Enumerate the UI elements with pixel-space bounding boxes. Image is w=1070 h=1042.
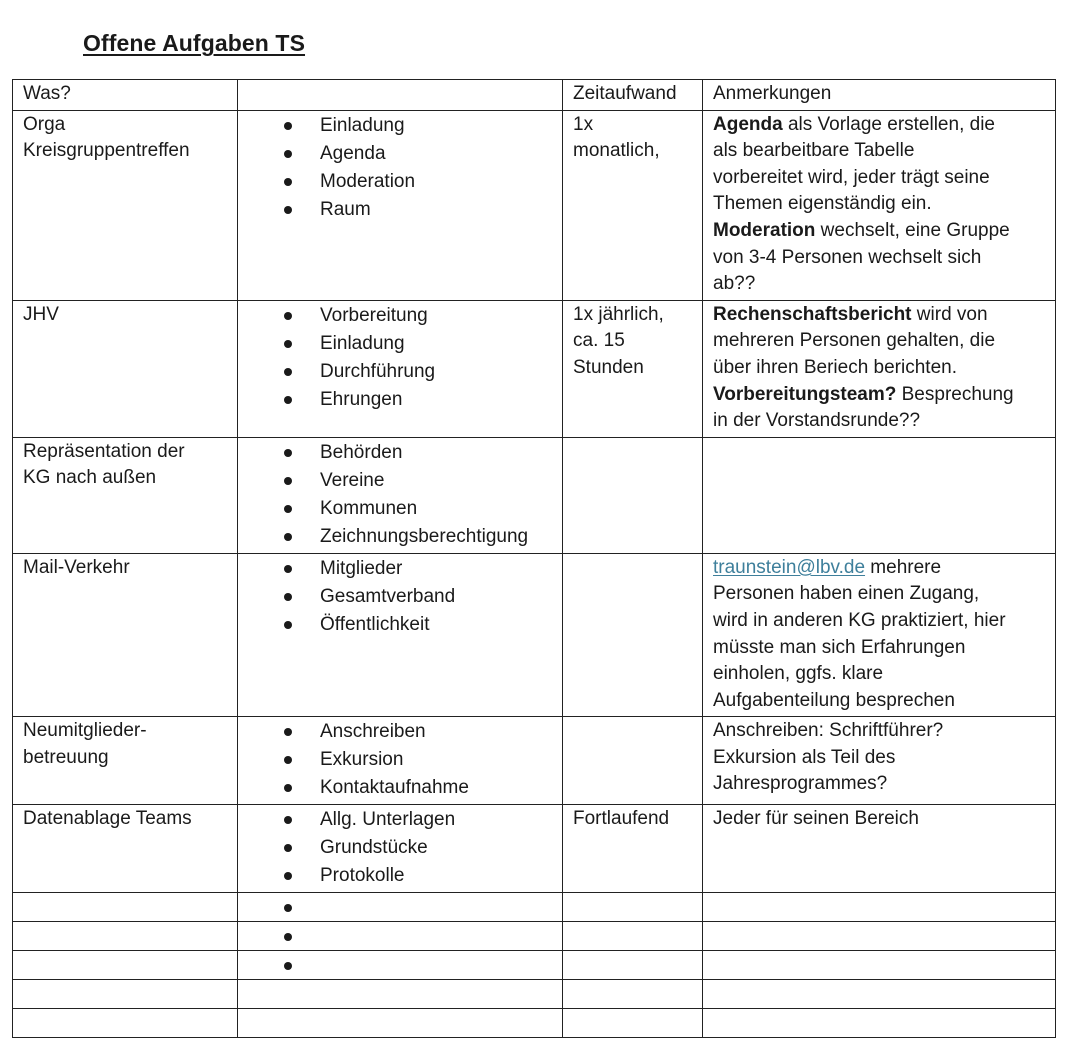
empty-cell (13, 893, 238, 922)
list-item (248, 495, 552, 523)
empty-cell (13, 951, 238, 980)
list-item (248, 140, 552, 168)
list-item (248, 302, 552, 330)
zeitaufwand-line: Stunden (573, 356, 644, 378)
list-item-text: Exkursion (320, 749, 404, 771)
zeitaufwand-line: 1x (573, 113, 594, 135)
task-name-line: Neumitglieder- (23, 720, 147, 742)
empty-cell (563, 951, 703, 980)
list-item (248, 718, 552, 746)
note-line (713, 806, 1045, 833)
bullet-icon (284, 816, 292, 824)
note-text: vorbereitet wird, jeder trägt seine (713, 166, 990, 188)
empty-cell (13, 980, 238, 1009)
task-name-line: Orga (23, 113, 66, 135)
note-text: mehreren Personen gehalten, die (713, 330, 996, 352)
list-item (248, 774, 552, 802)
note-text: einholen, ggfs. klare (713, 663, 884, 685)
note-text: Themen eigenständig ein. (713, 193, 932, 215)
empty-table-row (13, 893, 1056, 922)
list-item (248, 112, 552, 140)
empty-cell (238, 893, 563, 922)
bullet-icon (284, 505, 292, 513)
note-text: Jeder für seinen Bereich (713, 808, 919, 830)
list-item-text: Vorbereitung (320, 304, 428, 326)
bullet-icon (284, 449, 292, 457)
empty-cell (563, 893, 703, 922)
empty-cell (238, 922, 563, 951)
list-item-text: Kontaktaufnahme (320, 777, 469, 799)
table-row (13, 553, 1056, 717)
list-item-text: Protokolle (320, 865, 405, 887)
note-bold-term: Vorbereitungsteam? (713, 383, 897, 405)
cell-was (13, 300, 238, 437)
bullet-list (248, 112, 552, 224)
note-text: Besprechung (896, 383, 1014, 405)
header-cell-items (238, 80, 563, 111)
list-item-text: Mitglieder (320, 557, 403, 579)
note-bold-term: Agenda (713, 113, 783, 135)
cell-was (13, 553, 238, 717)
list-item (248, 467, 552, 495)
note-line (713, 555, 1045, 582)
list-item-text: Allg. Unterlagen (320, 809, 456, 831)
list-item-text: Behörden (320, 441, 403, 463)
table-row (13, 300, 1056, 437)
bullet-icon (284, 872, 292, 880)
bullet-icon (284, 533, 292, 541)
empty-cell (563, 980, 703, 1009)
note-text: mehrere (865, 556, 942, 578)
cell-was (13, 805, 238, 893)
cell-items (238, 437, 563, 553)
bullet-icon (284, 593, 292, 601)
cell-anmerkungen (703, 300, 1056, 437)
bullet-icon (284, 756, 292, 764)
cell-anmerkungen (703, 717, 1056, 805)
header-cell-was: Was? (13, 80, 238, 111)
note-line (713, 302, 1045, 329)
task-name-line: Repräsentation der (23, 440, 185, 462)
cell-zeitaufwand (563, 553, 703, 717)
list-item-text: Raum (320, 198, 371, 220)
note-line (713, 382, 1045, 409)
bullet-icon (284, 621, 292, 629)
note-text: Anschreiben: Schriftführer? (713, 720, 944, 742)
cell-items (238, 300, 563, 437)
table-row (13, 110, 1056, 300)
list-item-text: Zeichnungsberechtigung (320, 525, 529, 547)
note-line (713, 718, 1045, 745)
list-item-text: Einladung (320, 332, 405, 354)
note-text: wird von (911, 303, 988, 325)
bullet-icon (284, 784, 292, 792)
cell-items (238, 717, 563, 805)
note-bold-term: Rechenschaftsbericht (713, 303, 912, 325)
empty-cell (238, 1009, 563, 1038)
bullet-icon (284, 396, 292, 404)
note-line (713, 191, 1045, 218)
note-line (713, 688, 1045, 715)
task-name-line: Datenablage Teams (23, 808, 192, 830)
email-link[interactable]: traunstein@lbv.de (713, 556, 866, 578)
note-line (713, 355, 1045, 382)
note-text: in der Vorstandsrunde?? (713, 410, 921, 432)
note-line (713, 271, 1045, 298)
zeitaufwand-line: Fortlaufend (573, 808, 670, 830)
tasks-table (12, 79, 1056, 1038)
cell-anmerkungen (703, 110, 1056, 300)
zeitaufwand-line: ca. 15 (573, 330, 625, 352)
list-item (248, 611, 552, 639)
note-text: Personen haben einen Zugang, (713, 583, 980, 605)
cell-zeitaufwand (563, 805, 703, 893)
table-header-row (13, 80, 1056, 111)
bullet-icon (284, 340, 292, 348)
bullet-icon (284, 904, 292, 912)
bullet-icon (284, 206, 292, 214)
note-line (713, 112, 1045, 139)
list-item (248, 555, 552, 583)
cell-was (13, 437, 238, 553)
list-item (248, 806, 552, 834)
list-item (248, 583, 552, 611)
note-line (713, 635, 1045, 662)
list-item-text: Ehrungen (320, 388, 403, 410)
note-line (713, 165, 1045, 192)
list-item-text: Einladung (320, 114, 405, 136)
table-row (13, 437, 1056, 553)
cell-anmerkungen (703, 805, 1056, 893)
cell-items (238, 553, 563, 717)
bullet-list (248, 718, 552, 802)
empty-table-row (13, 951, 1056, 980)
note-text: als Vorlage erstellen, die (782, 113, 995, 135)
bullet-list (248, 439, 552, 551)
note-text: Aufgabenteilung besprechen (713, 689, 955, 711)
task-name-line: Mail-Verkehr (23, 556, 130, 578)
empty-cell (238, 951, 563, 980)
bullet-icon (284, 178, 292, 186)
task-name-line: JHV (23, 303, 59, 325)
note-bold-term: Moderation (713, 219, 816, 241)
bullet-icon (284, 962, 292, 970)
cell-anmerkungen (703, 437, 1056, 553)
note-line (713, 608, 1045, 635)
empty-cell (563, 922, 703, 951)
cell-zeitaufwand (563, 717, 703, 805)
bullet-icon (284, 312, 292, 320)
bullet-icon (284, 844, 292, 852)
list-item-text: Agenda (320, 142, 386, 164)
page-title: Offene Aufgaben TS (83, 30, 306, 56)
cell-items (238, 110, 563, 300)
note-text: über ihren Beriech berichten. (713, 356, 957, 378)
cell-items (238, 805, 563, 893)
note-line (713, 581, 1045, 608)
note-line (713, 771, 1045, 798)
table-row (13, 717, 1056, 805)
note-line (713, 661, 1045, 688)
note-text: müsste man sich Erfahrungen (713, 636, 966, 658)
header-cell-anmerkungen: Anmerkungen (703, 80, 1056, 111)
cell-zeitaufwand (563, 300, 703, 437)
note-line (713, 245, 1045, 272)
list-item (248, 358, 552, 386)
empty-cell (703, 980, 1056, 1009)
empty-cell (703, 951, 1056, 980)
list-item (248, 386, 552, 414)
list-item-text: Öffentlichkeit (320, 613, 430, 635)
bullet-icon (284, 477, 292, 485)
bullet-icon (284, 150, 292, 158)
bullet-icon (284, 728, 292, 736)
empty-cell (13, 922, 238, 951)
empty-table-row (13, 980, 1056, 1009)
list-item (248, 168, 552, 196)
note-line (713, 328, 1045, 355)
note-text: Jahresprogrammes? (713, 773, 888, 795)
bullet-list (248, 302, 552, 414)
list-item (248, 862, 552, 890)
task-name-line: KG nach außen (23, 467, 157, 489)
cell-anmerkungen (703, 553, 1056, 717)
task-name-line: betreuung (23, 746, 109, 768)
list-item (248, 523, 552, 551)
bullet-icon (284, 122, 292, 130)
list-item-text: Vereine (320, 469, 385, 491)
bullet-list (248, 555, 552, 639)
note-text: als bearbeitbare Tabelle (713, 140, 915, 162)
note-line (713, 218, 1045, 245)
bullet-icon (284, 565, 292, 573)
empty-cell (13, 1009, 238, 1038)
table-row (13, 805, 1056, 893)
note-text: von 3-4 Personen wechselt sich (713, 246, 982, 268)
list-item-text: Grundstücke (320, 837, 428, 859)
empty-cell (703, 1009, 1056, 1038)
note-line (713, 745, 1045, 772)
empty-cell (238, 980, 563, 1009)
bullet-icon (284, 368, 292, 376)
empty-cell (563, 1009, 703, 1038)
task-name-line: Kreisgruppentreffen (23, 140, 190, 162)
list-item-text: Anschreiben (320, 721, 426, 743)
empty-table-row (13, 1009, 1056, 1038)
note-text: wechselt, eine Gruppe (815, 219, 1010, 241)
list-item (248, 746, 552, 774)
list-item (248, 196, 552, 224)
note-line (713, 138, 1045, 165)
list-item-text: Moderation (320, 170, 416, 192)
note-line (713, 408, 1045, 435)
zeitaufwand-line: 1x jährlich, (573, 303, 664, 325)
cell-was (13, 110, 238, 300)
list-item-text: Kommunen (320, 497, 418, 519)
bullet-icon (284, 933, 292, 941)
note-text: Exkursion als Teil des (713, 746, 896, 768)
cell-zeitaufwand (563, 110, 703, 300)
list-item (248, 439, 552, 467)
zeitaufwand-line: monatlich, (573, 140, 660, 162)
note-text: ab?? (713, 273, 756, 295)
list-item (248, 834, 552, 862)
empty-table-row (13, 922, 1056, 951)
empty-cell (703, 893, 1056, 922)
cell-zeitaufwand (563, 437, 703, 553)
cell-was (13, 717, 238, 805)
header-cell-zeitaufwand: Zeitaufwand (563, 80, 703, 111)
list-item-text: Gesamtverband (320, 585, 456, 607)
list-item (248, 330, 552, 358)
empty-cell (703, 922, 1056, 951)
list-item-text: Durchführung (320, 360, 436, 382)
note-text: wird in anderen KG praktiziert, hier (713, 609, 1006, 631)
bullet-list (248, 806, 552, 890)
